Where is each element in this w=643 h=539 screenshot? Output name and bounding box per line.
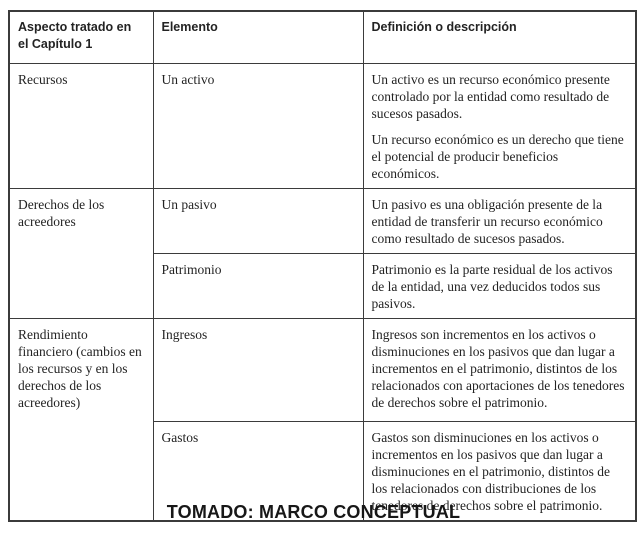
definition-paragraph: Patrimonio es la parte residual de los activos de la entidad, una vez deducidos todos sus pasivos. (371, 261, 613, 311)
header-element: Elemento (153, 11, 363, 63)
element-cell: Un activo (153, 63, 363, 188)
definition-paragraph: Un activo es un recurso económico presente controlado por la entidad como resultado de sucesos pasados. (371, 71, 610, 121)
definition-cell (363, 253, 636, 318)
element-cell: Patrimonio (153, 253, 363, 318)
definition-paragraph: Un recurso económico es un derecho que tiene el potencial de producir beneficios económicos. (371, 131, 624, 181)
aspect-cell: Rendimiento financiero (cambios en los recursos y en los derechos de los acreedores) (9, 318, 153, 521)
definition-cell (363, 318, 636, 421)
definition-cell (363, 63, 636, 188)
table-row (9, 63, 636, 188)
definition-paragraph: Ingresos son incrementos en los activos o disminuciones en los pasivos que dan lugar a incrementos en el patrimonio, distintos de los relacionados con aportaciones de los tenedores de derechos sobre el patrimonio. (371, 326, 625, 410)
definition-cell (363, 188, 636, 253)
element-cell: Ingresos (153, 318, 363, 421)
aspect-cell: Derechos de los acreedores (9, 188, 153, 318)
table-row (9, 318, 636, 421)
header-row (9, 11, 636, 63)
aspect-cell: Recursos (9, 63, 153, 188)
header-definition: Definición o descripción (363, 11, 636, 63)
definition-paragraph: Un pasivo es una obligación presente de la entidad de transferir un recurso económico como resultado de sucesos pasados. (371, 196, 603, 246)
element-cell: Un pasivo (153, 188, 363, 253)
conceptual-framework-table (8, 10, 637, 522)
element-cell: Gastos (153, 421, 363, 521)
source-caption: TOMADO: MARCO CONCEPTUAL (166, 502, 461, 522)
header-aspect: Aspecto tratado en el Capítulo 1 (9, 11, 153, 63)
table-row (9, 188, 636, 253)
definition-paragraph: Gastos son disminuciones en los activos o incrementos en los pasivos que dan lugar a disminuciones en el patrimonio, distintos de los relacionados con distribuciones de los tenedores de derechos sobre el patrimonio. (371, 429, 610, 513)
